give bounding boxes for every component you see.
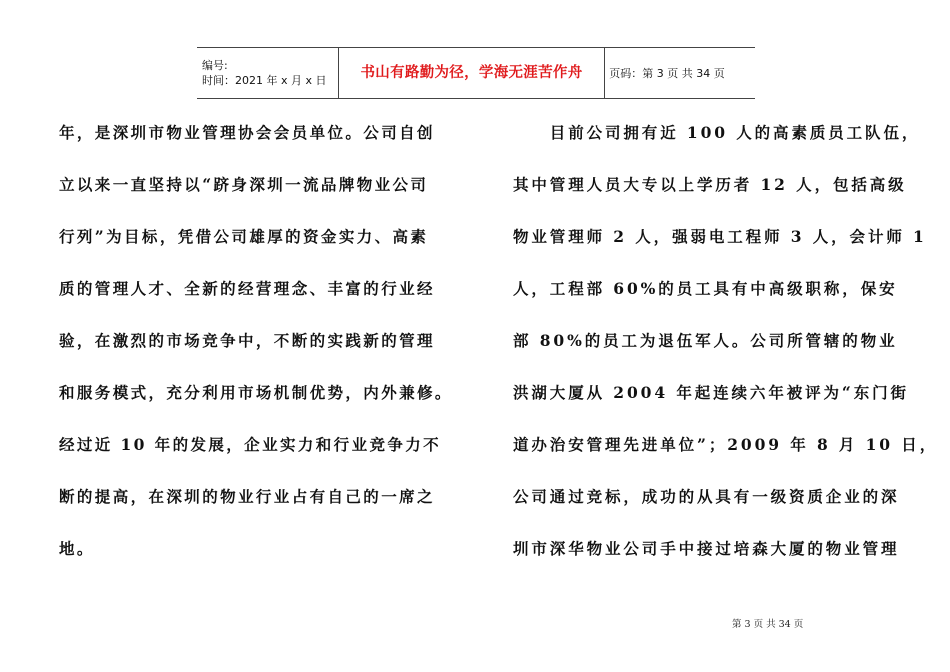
header-meta [197, 48, 339, 98]
document-date: 时间：2021 年 x 月 x 日 [202, 74, 327, 87]
text-line: 验，在激烈的市场竞争中，不断的实践新的管理 [59, 331, 435, 350]
text-line: 物业管理师 2 人，强弱电工程师 3 人，会计师 1 [513, 227, 927, 246]
text-line: 圳市深华物业公司手中接过培森大厦的物业管理 [513, 539, 900, 558]
text-line: 地。 [59, 539, 95, 558]
text-line: 其中管理人员大专以上学历者 12 人，包括高级 [513, 175, 907, 194]
text-line: 立以来一直坚持以“跻身深圳一流品牌物业公司 [59, 175, 429, 194]
text-line: 目前公司拥有近 100 人的高素质员工队伍， [513, 123, 921, 142]
right-text-column [513, 118, 939, 586]
page-header [197, 47, 755, 99]
text-line: 经过近 10 年的发展，企业实力和行业竞争力不 [59, 435, 442, 454]
header-motto-cell [339, 48, 606, 98]
text-line: 断的提高，在深圳的物业行业占有自己的一席之 [59, 487, 435, 506]
text-line: 质的管理人才、全新的经营理念、丰富的行业经 [59, 279, 435, 298]
text-line: 部 80%的员工为退伍军人。公司所管辖的物业 [513, 331, 898, 350]
header-page-number: 页码：第 3 页 共 34 页 [609, 66, 725, 80]
text-line: 公司通过竞标，成功的从具有一级资质企业的深 [513, 487, 900, 506]
text-line: 年，是深圳市物业管理协会会员单位。公司自创 [59, 123, 435, 142]
text-line: 洪湖大厦从 2004 年起连续六年被评为“东门街 [513, 383, 909, 402]
text-line: 人，工程部 60%的员工具有中高级职称，保安 [513, 279, 898, 298]
text-line: 道办治安管理先进单位”；2009 年 8 月 10 日， [513, 435, 939, 454]
header-motto: 书山有路勤为径，学海无涯苦作舟 [360, 64, 583, 81]
text-line: 和服务模式，充分利用市场机制优势，内外兼修。 [59, 383, 453, 402]
header-page-cell [605, 48, 755, 98]
page-footer: 第 3 页 共 34 页 [732, 619, 804, 630]
text-line: 行列”为目标，凭借公司雄厚的资金实力、高素 [59, 227, 429, 246]
left-text-column [59, 118, 453, 586]
document-number-label: 编号: [202, 59, 228, 72]
